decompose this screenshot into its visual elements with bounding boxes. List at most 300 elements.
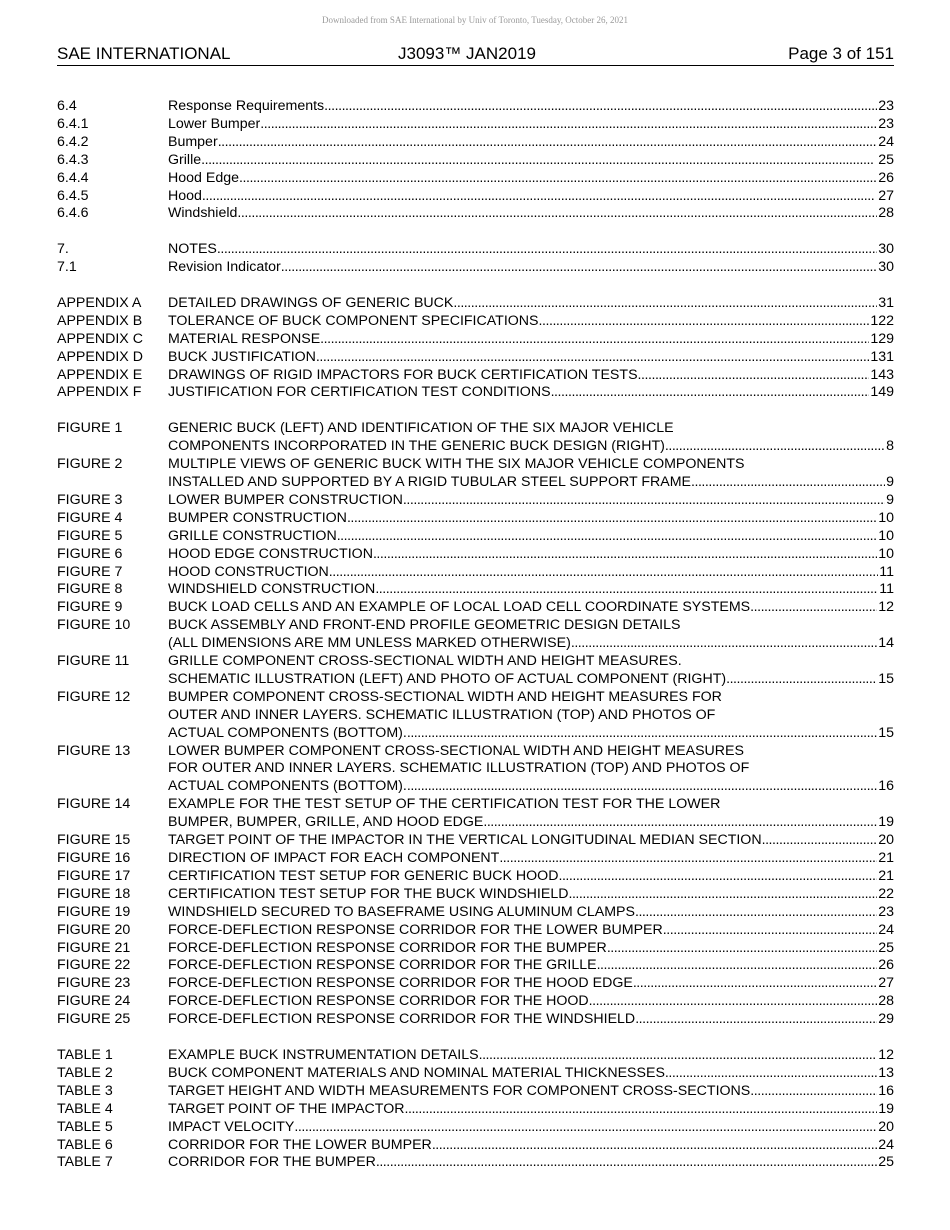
- toc-entry-line: [168, 760, 894, 778]
- toc-entry-page: 25: [878, 151, 894, 168]
- toc-dot-leader: [551, 384, 870, 402]
- toc-entry[interactable]: [57, 1083, 894, 1101]
- toc-dot-leader: [665, 1065, 877, 1083]
- toc-entry-number: APPENDIX C: [57, 330, 143, 347]
- toc-dot-leader: [762, 832, 878, 850]
- toc-entry-number: APPENDIX B: [57, 312, 143, 329]
- toc-entry[interactable]: [57, 564, 894, 582]
- toc-dot-leader: [324, 98, 877, 116]
- toc-entry[interactable]: [57, 1047, 894, 1065]
- toc-entry-number: FIGURE 17: [57, 867, 131, 884]
- toc-entry-line: [168, 564, 894, 582]
- toc-entry-page: 19: [878, 1100, 894, 1117]
- toc-entry-title: NOTES: [168, 241, 217, 258]
- toc-entry-body: [168, 975, 894, 993]
- toc-entry-page: 15: [878, 670, 894, 687]
- toc-entry[interactable]: [57, 510, 894, 528]
- toc-entry-page: 28: [878, 205, 894, 222]
- toc-entry-title: MATERIAL RESPONSE: [168, 330, 321, 347]
- toc-dot-leader: [329, 564, 878, 582]
- toc-entry-line: [168, 725, 894, 743]
- toc-entry-body: [168, 1065, 894, 1083]
- toc-entry-body: [168, 134, 894, 152]
- toc-entry-line: [168, 205, 894, 223]
- toc-entry-line: [168, 1011, 894, 1029]
- toc-entry-line: [168, 868, 894, 886]
- toc-entry-page: 24: [878, 133, 894, 150]
- toc-entry-page: 24: [878, 921, 894, 938]
- toc-entry-line: [168, 653, 894, 671]
- toc-entry[interactable]: [57, 313, 894, 331]
- toc-entry[interactable]: [57, 205, 894, 223]
- toc-entry-title: BUMPER, BUMPER, GRILLE, AND HOOD EDGE: [168, 814, 484, 831]
- toc-dot-leader: [750, 599, 877, 617]
- toc-entry[interactable]: [57, 349, 894, 367]
- toc-entry[interactable]: [57, 420, 894, 456]
- toc-entry-page: 31: [878, 294, 894, 311]
- toc-entry-number: APPENDIX F: [57, 384, 142, 401]
- toc-dot-leader: [432, 1137, 877, 1155]
- toc-entry[interactable]: [57, 492, 894, 510]
- toc-entry-title: GRILLE COMPONENT CROSS-SECTIONAL WIDTH AND HEIGHT MEASURES.: [168, 653, 682, 670]
- toc-entry-page: 20: [878, 832, 894, 849]
- toc-entry-number: FIGURE 22: [57, 957, 131, 974]
- toc-entry-line: [168, 349, 894, 367]
- toc-entry-line: [168, 689, 894, 707]
- toc-entry-line: [168, 331, 894, 349]
- toc-dot-leader: [201, 152, 877, 170]
- toc-entry-line: [168, 456, 894, 474]
- toc-entry-page: 25: [878, 939, 894, 956]
- toc-entry[interactable]: [57, 940, 894, 958]
- toc-entry-number: TABLE 1: [57, 1046, 113, 1063]
- toc-entry[interactable]: [57, 1101, 894, 1119]
- toc-entry-page: 19: [878, 814, 894, 831]
- page-header: [57, 44, 894, 66]
- toc-entry-number: TABLE 2: [57, 1064, 113, 1081]
- toc-entry-line: [168, 671, 894, 689]
- toc-entry[interactable]: [57, 170, 894, 188]
- toc-dot-leader: [404, 1101, 877, 1119]
- toc-entry-number: FIGURE 15: [57, 832, 131, 849]
- toc-entry-title: DRAWINGS OF RIGID IMPACTORS FOR BUCK CERTIFICATION TESTS: [168, 366, 638, 383]
- toc-entry-line: [168, 510, 894, 528]
- toc-entry-number: FIGURE 3: [57, 491, 123, 508]
- toc-entry-page: 122: [870, 312, 894, 329]
- toc-entry-number: 6.4.5: [57, 187, 89, 204]
- toc-entry-number: FIGURE 13: [57, 742, 131, 759]
- toc-entry[interactable]: [57, 868, 894, 886]
- toc-entry-body: [168, 331, 894, 349]
- toc-entry-title: TARGET POINT OF THE IMPACTOR IN THE VERTICAL LONGITUDINAL MEDIAN SECTION: [168, 832, 762, 849]
- toc-entry-page: 29: [878, 1011, 894, 1028]
- toc-dot-leader: [281, 259, 877, 277]
- toc-entry-body: [168, 904, 894, 922]
- toc-entry-number: FIGURE 2: [57, 456, 123, 473]
- toc-entry-body: [168, 205, 894, 223]
- toc-entry-title: ACTUAL COMPONENTS (BOTTOM).: [168, 724, 407, 741]
- toc-entry[interactable]: [57, 528, 894, 546]
- toc-entry-body: [168, 456, 894, 492]
- toc-entry-line: [168, 420, 894, 438]
- toc-entry-number: FIGURE 23: [57, 975, 131, 992]
- toc-entry-body: [168, 241, 894, 259]
- toc-entry-title: Lower Bumper: [168, 115, 261, 132]
- toc-entry[interactable]: [57, 295, 894, 313]
- toc-entry-number: FIGURE 1: [57, 420, 123, 437]
- toc-entry-title: SCHEMATIC ILLUSTRATION (LEFT) AND PHOTO OF ACTUAL COMPONENT (RIGHT): [168, 670, 727, 687]
- toc-entry-body: [168, 152, 894, 170]
- toc-entry[interactable]: [57, 850, 894, 868]
- toc-entry[interactable]: [57, 957, 894, 975]
- toc-entry-line: [168, 241, 894, 259]
- toc-entry-body: [168, 384, 894, 402]
- toc-entry-number: 6.4.4: [57, 169, 89, 186]
- toc-entry-line: [168, 1047, 894, 1065]
- toc-entry[interactable]: [57, 617, 894, 653]
- toc-entry[interactable]: [57, 456, 894, 492]
- toc-dot-leader: [373, 546, 877, 564]
- toc-entry-body: [168, 546, 894, 564]
- toc-dot-leader: [597, 957, 878, 975]
- toc-entry[interactable]: [57, 188, 894, 206]
- toc-entry[interactable]: [57, 1119, 894, 1137]
- toc-entry-title: Response Requirements: [168, 98, 325, 114]
- toc-entry-line: [168, 743, 894, 761]
- toc-entry[interactable]: [57, 653, 894, 689]
- toc-entry-title: FORCE-DEFLECTION RESPONSE CORRIDOR FOR THE HOOD EDGE: [168, 975, 633, 992]
- toc-entry-title: CERTIFICATION TEST SETUP FOR GENERIC BUCK HOOD: [168, 867, 559, 884]
- toc-entry[interactable]: [57, 1154, 894, 1172]
- toc-dot-leader: [665, 438, 885, 456]
- toc-dot-leader: [571, 635, 877, 653]
- toc-entry[interactable]: [57, 904, 894, 922]
- toc-dot-leader: [558, 868, 877, 886]
- toc-entry-page: 23: [878, 115, 894, 132]
- toc-entry[interactable]: [57, 1137, 894, 1155]
- toc-entry-page: 12: [878, 1046, 894, 1063]
- toc-entry-body: [168, 832, 894, 850]
- toc-entry-body: [168, 420, 894, 456]
- toc-dot-leader: [237, 205, 877, 223]
- toc-entry-title: CERTIFICATION TEST SETUP FOR THE BUCK WINDSHIELD: [168, 885, 569, 902]
- toc-entry-number: TABLE 3: [57, 1082, 113, 1099]
- toc-dot-leader: [607, 940, 877, 958]
- toc-entry-line: [168, 832, 894, 850]
- toc-dot-leader: [691, 474, 885, 492]
- toc-entry-title: WINDSHIELD SECURED TO BASEFRAME USING ALUMINUM CLAMPS: [168, 903, 635, 920]
- toc-entry[interactable]: [57, 743, 894, 797]
- toc-entry-title: BUCK JUSTIFICATION: [168, 348, 316, 365]
- toc-entry[interactable]: [57, 796, 894, 832]
- toc-entry-body: [168, 492, 894, 510]
- toc-entry-title: Grille: [168, 151, 202, 168]
- toc-entry-page: 27: [878, 187, 894, 204]
- toc-entry-number: FIGURE 5: [57, 527, 123, 544]
- toc-entry-body: [168, 259, 894, 277]
- toc-entry-title: BUCK LOAD CELLS AND AN EXAMPLE OF LOCAL LOAD CELL COORDINATE SYSTEMS: [168, 599, 751, 616]
- toc-entry-title: ACTUAL COMPONENTS (BOTTOM).: [168, 778, 407, 795]
- toc-entry[interactable]: [57, 832, 894, 850]
- toc-entry-line: [168, 474, 894, 492]
- toc-dot-leader: [635, 904, 877, 922]
- toc-entry-body: [168, 367, 894, 385]
- toc-entry-body: [168, 116, 894, 134]
- toc-entry-page: 25: [878, 1154, 894, 1171]
- toc-entry-page: 10: [878, 527, 894, 544]
- toc-entry-line: [168, 599, 894, 617]
- toc-entry-title: Hood: [168, 187, 202, 204]
- toc-entry[interactable]: [57, 993, 894, 1011]
- toc-entry[interactable]: [57, 134, 894, 152]
- toc-entry[interactable]: [57, 384, 894, 402]
- toc-entry[interactable]: [57, 116, 894, 134]
- section-gap: [57, 223, 894, 241]
- toc-entry-line: [168, 1137, 894, 1155]
- toc-entry-title: FORCE-DEFLECTION RESPONSE CORRIDOR FOR THE GRILLE: [168, 957, 597, 974]
- toc-entry-title: FORCE-DEFLECTION RESPONSE CORRIDOR FOR THE LOWER BUMPER: [168, 921, 663, 938]
- toc-entry-number: 6.4.2: [57, 133, 89, 150]
- toc-entry-line: [168, 1119, 894, 1137]
- toc-entry[interactable]: [57, 581, 894, 599]
- toc-entry-title: MULTIPLE VIEWS OF GENERIC BUCK WITH THE SIX MAJOR VEHICLE COMPONENTS: [168, 456, 745, 473]
- toc-entry-title: Bumper: [168, 133, 218, 150]
- toc-entry-page: 26: [878, 169, 894, 186]
- toc-entry-body: [168, 796, 894, 832]
- toc-entry-number: FIGURE 6: [57, 545, 123, 562]
- toc-entry-page: 14: [878, 635, 894, 652]
- toc-entry-title: FOR OUTER AND INNER LAYERS. SCHEMATIC ILLUSTRATION (TOP) AND PHOTOS OF: [168, 760, 750, 777]
- toc-entry-title: OUTER AND INNER LAYERS. SCHEMATIC ILLUSTRATION (TOP) AND PHOTOS OF: [168, 706, 716, 723]
- toc-entry[interactable]: [57, 259, 894, 277]
- toc-entry-title: TARGET HEIGHT AND WIDTH MEASUREMENTS FOR COMPONENT CROSS-SECTIONS: [168, 1082, 751, 1099]
- toc-entry-body: [168, 510, 894, 528]
- toc-dot-leader: [202, 188, 877, 206]
- toc-entry-body: [168, 599, 894, 617]
- toc-entry-line: [168, 170, 894, 188]
- toc-entry-body: [168, 653, 894, 689]
- toc-entry-number: TABLE 4: [57, 1100, 113, 1117]
- toc-entry-page: 16: [878, 778, 894, 795]
- toc-entry-title: CORRIDOR FOR THE BUMPER: [168, 1154, 376, 1171]
- toc-entry-line: [168, 188, 894, 206]
- header-doc-id: J3093™ JAN2019: [398, 44, 536, 63]
- toc-entry-title: EXAMPLE FOR THE TEST SETUP OF THE CERTIFICATION TEST FOR THE LOWER: [168, 796, 721, 813]
- toc-entry-title: INSTALLED AND SUPPORTED BY A RIGID TUBULAR STEEL SUPPORT FRAME: [168, 473, 691, 490]
- toc-entry-page: 24: [878, 1136, 894, 1153]
- toc-entry[interactable]: [57, 152, 894, 170]
- toc-entry-number: FIGURE 24: [57, 993, 131, 1010]
- toc-entry-page: 26: [878, 957, 894, 974]
- toc-entry-title: LOWER BUMPER CONSTRUCTION: [168, 491, 403, 508]
- toc-entry-number: APPENDIX A: [57, 294, 142, 311]
- toc-entry-page: 27: [878, 975, 894, 992]
- toc-entry-body: [168, 1119, 894, 1137]
- toc-entry-page: 131: [870, 348, 894, 365]
- toc-entry-page: 10: [878, 545, 894, 562]
- header-page-number: Page 3 of 151: [788, 44, 894, 63]
- toc-entry-body: [168, 528, 894, 546]
- toc-entry-title: FORCE-DEFLECTION RESPONSE CORRIDOR FOR THE BUMPER: [168, 939, 607, 956]
- toc-entry[interactable]: [57, 331, 894, 349]
- toc-entry-page: 10: [878, 509, 894, 526]
- toc-entry-line: [168, 152, 894, 170]
- toc-entry[interactable]: [57, 1011, 894, 1029]
- toc-entry-body: [168, 98, 894, 116]
- toc-entry[interactable]: [57, 975, 894, 993]
- toc-entry-number: 7.: [57, 241, 69, 258]
- toc-entry-body: [168, 188, 894, 206]
- toc-entry-number: APPENDIX E: [57, 366, 143, 383]
- toc-entry-line: [168, 904, 894, 922]
- toc-entry-number: FIGURE 11: [57, 653, 130, 670]
- toc-entry-line: [168, 438, 894, 456]
- toc-entry-number: 6.4: [57, 98, 77, 114]
- toc-entry-title: BUCK COMPONENT MATERIALS AND NOMINAL MATERIAL THICKNESSES: [168, 1064, 665, 1081]
- toc-entry-number: FIGURE 21: [57, 939, 131, 956]
- toc-entry-title: WINDSHIELD CONSTRUCTION: [168, 581, 376, 598]
- toc-entry-body: [168, 295, 894, 313]
- toc-entry-line: [168, 993, 894, 1011]
- toc-entry-line: [168, 134, 894, 152]
- toc-dot-leader: [239, 170, 877, 188]
- toc-entry-title: LOWER BUMPER COMPONENT CROSS-SECTIONAL WIDTH AND HEIGHT MEASURES: [168, 742, 744, 759]
- toc-dot-leader: [407, 778, 877, 796]
- toc-entry-page: 15: [878, 724, 894, 741]
- toc-dot-leader: [663, 922, 877, 940]
- toc-entry-title: TOLERANCE OF BUCK COMPONENT SPECIFICATIONS: [168, 312, 539, 329]
- toc-entry-line: [168, 546, 894, 564]
- toc-entry-title: FORCE-DEFLECTION RESPONSE CORRIDOR FOR THE HOOD: [168, 993, 589, 1010]
- toc-entry-body: [168, 1011, 894, 1029]
- toc-entry-number: FIGURE 14: [57, 796, 131, 813]
- toc-entry-line: [168, 492, 894, 510]
- toc-entry-line: [168, 367, 894, 385]
- toc-entry-body: [168, 868, 894, 886]
- toc-entry-title: DIRECTION OF IMPACT FOR EACH COMPONENT: [168, 850, 500, 867]
- toc-entry-number: FIGURE 12: [57, 688, 131, 705]
- toc-entry-title: EXAMPLE BUCK INSTRUMENTATION DETAILS: [168, 1046, 479, 1063]
- toc-dot-leader: [453, 295, 877, 313]
- toc-entry-line: [168, 313, 894, 331]
- toc-entry[interactable]: [57, 886, 894, 904]
- toc-entry-number: FIGURE 8: [57, 581, 123, 598]
- toc-entry[interactable]: [57, 599, 894, 617]
- toc-entry-line: [168, 617, 894, 635]
- toc-entry-page: 16: [878, 1082, 894, 1099]
- toc-entry-body: [168, 564, 894, 582]
- toc-entry-title: IMPACT VELOCITY: [168, 1118, 295, 1135]
- toc-dot-leader: [568, 886, 877, 904]
- toc-entry-line: [168, 259, 894, 277]
- toc-entry[interactable]: [57, 367, 894, 385]
- toc-entry-body: [168, 581, 894, 599]
- toc-entry-line: [168, 975, 894, 993]
- toc-entry[interactable]: [57, 241, 894, 259]
- toc-entry-body: [168, 922, 894, 940]
- toc-dot-leader: [218, 134, 878, 152]
- toc-entry-number: FIGURE 20: [57, 921, 131, 938]
- toc-entry-line: [168, 1154, 894, 1172]
- toc-entry-body: [168, 940, 894, 958]
- toc-dot-leader: [633, 975, 877, 993]
- toc-entry-number: FIGURE 25: [57, 1011, 131, 1028]
- toc-dot-leader: [376, 1154, 877, 1172]
- toc-entry-body: [168, 349, 894, 367]
- toc-entry-line: [168, 814, 894, 832]
- toc-entry-body: [168, 170, 894, 188]
- toc-entry-body: [168, 743, 894, 797]
- toc-entry[interactable]: [57, 689, 894, 743]
- toc-entry-number: TABLE 6: [57, 1136, 113, 1153]
- toc-entry-page: 21: [878, 867, 894, 884]
- toc-dot-leader: [294, 1119, 877, 1137]
- toc-entry-number: 6.4.3: [57, 151, 89, 168]
- toc-entry-line: [168, 635, 894, 653]
- header-org: SAE INTERNATIONAL: [57, 44, 231, 63]
- toc-entry-number: APPENDIX D: [57, 348, 143, 365]
- toc-entry-page: 9: [886, 473, 894, 490]
- toc-entry-line: [168, 707, 894, 725]
- toc-entry[interactable]: [57, 546, 894, 564]
- toc-entry-page: 12: [878, 599, 894, 616]
- toc-entry-line: [168, 116, 894, 134]
- toc-entry-line: [168, 295, 894, 313]
- toc-entry-body: [168, 617, 894, 653]
- toc-entry-number: FIGURE 16: [57, 850, 131, 867]
- toc-entry-number: 7.1: [57, 259, 77, 276]
- table-of-contents: [57, 98, 894, 1172]
- toc-entry-body: [168, 850, 894, 868]
- toc-dot-leader: [539, 313, 870, 331]
- toc-entry-line: [168, 922, 894, 940]
- toc-entry[interactable]: [57, 1065, 894, 1083]
- toc-entry-title: GENERIC BUCK (LEFT) AND IDENTIFICATION OF THE SIX MAJOR VEHICLE: [168, 420, 674, 437]
- toc-entry-number: FIGURE 18: [57, 885, 131, 902]
- toc-entry-body: [168, 957, 894, 975]
- toc-entry-page: 21: [878, 850, 894, 867]
- toc-entry[interactable]: [57, 98, 894, 116]
- toc-entry-line: [168, 1101, 894, 1119]
- toc-entry-page: 23: [878, 98, 894, 114]
- toc-entry-title: GRILLE CONSTRUCTION: [168, 527, 337, 544]
- toc-entry-line: [168, 384, 894, 402]
- toc-entry-body: [168, 1101, 894, 1119]
- toc-dot-leader: [589, 993, 878, 1011]
- toc-entry-body: [168, 993, 894, 1011]
- toc-entry-title: (ALL DIMENSIONS ARE MM UNLESS MARKED OTHERWISE): [168, 635, 571, 652]
- toc-entry-line: [168, 98, 894, 116]
- toc-entry-page: 30: [878, 259, 894, 276]
- toc-dot-leader: [750, 1083, 877, 1101]
- toc-entry-number: FIGURE 7: [57, 563, 123, 580]
- toc-entry-page: 22: [878, 885, 894, 902]
- toc-dot-leader: [638, 367, 870, 385]
- toc-entry-title: CORRIDOR FOR THE LOWER BUMPER: [168, 1136, 432, 1153]
- toc-entry-body: [168, 1137, 894, 1155]
- toc-dot-leader: [499, 850, 877, 868]
- toc-entry[interactable]: [57, 922, 894, 940]
- toc-entry-title: TARGET POINT OF THE IMPACTOR: [168, 1100, 405, 1117]
- toc-entry-title: HOOD EDGE CONSTRUCTION: [168, 545, 373, 562]
- toc-entry-line: [168, 1065, 894, 1083]
- toc-entry-page: 23: [878, 903, 894, 920]
- toc-entry-page: 13: [878, 1064, 894, 1081]
- toc-entry-page: 8: [886, 438, 894, 455]
- toc-entry-number: FIGURE 19: [57, 903, 131, 920]
- section-gap: [57, 277, 894, 295]
- toc-entry-number: 6.4.1: [57, 115, 89, 132]
